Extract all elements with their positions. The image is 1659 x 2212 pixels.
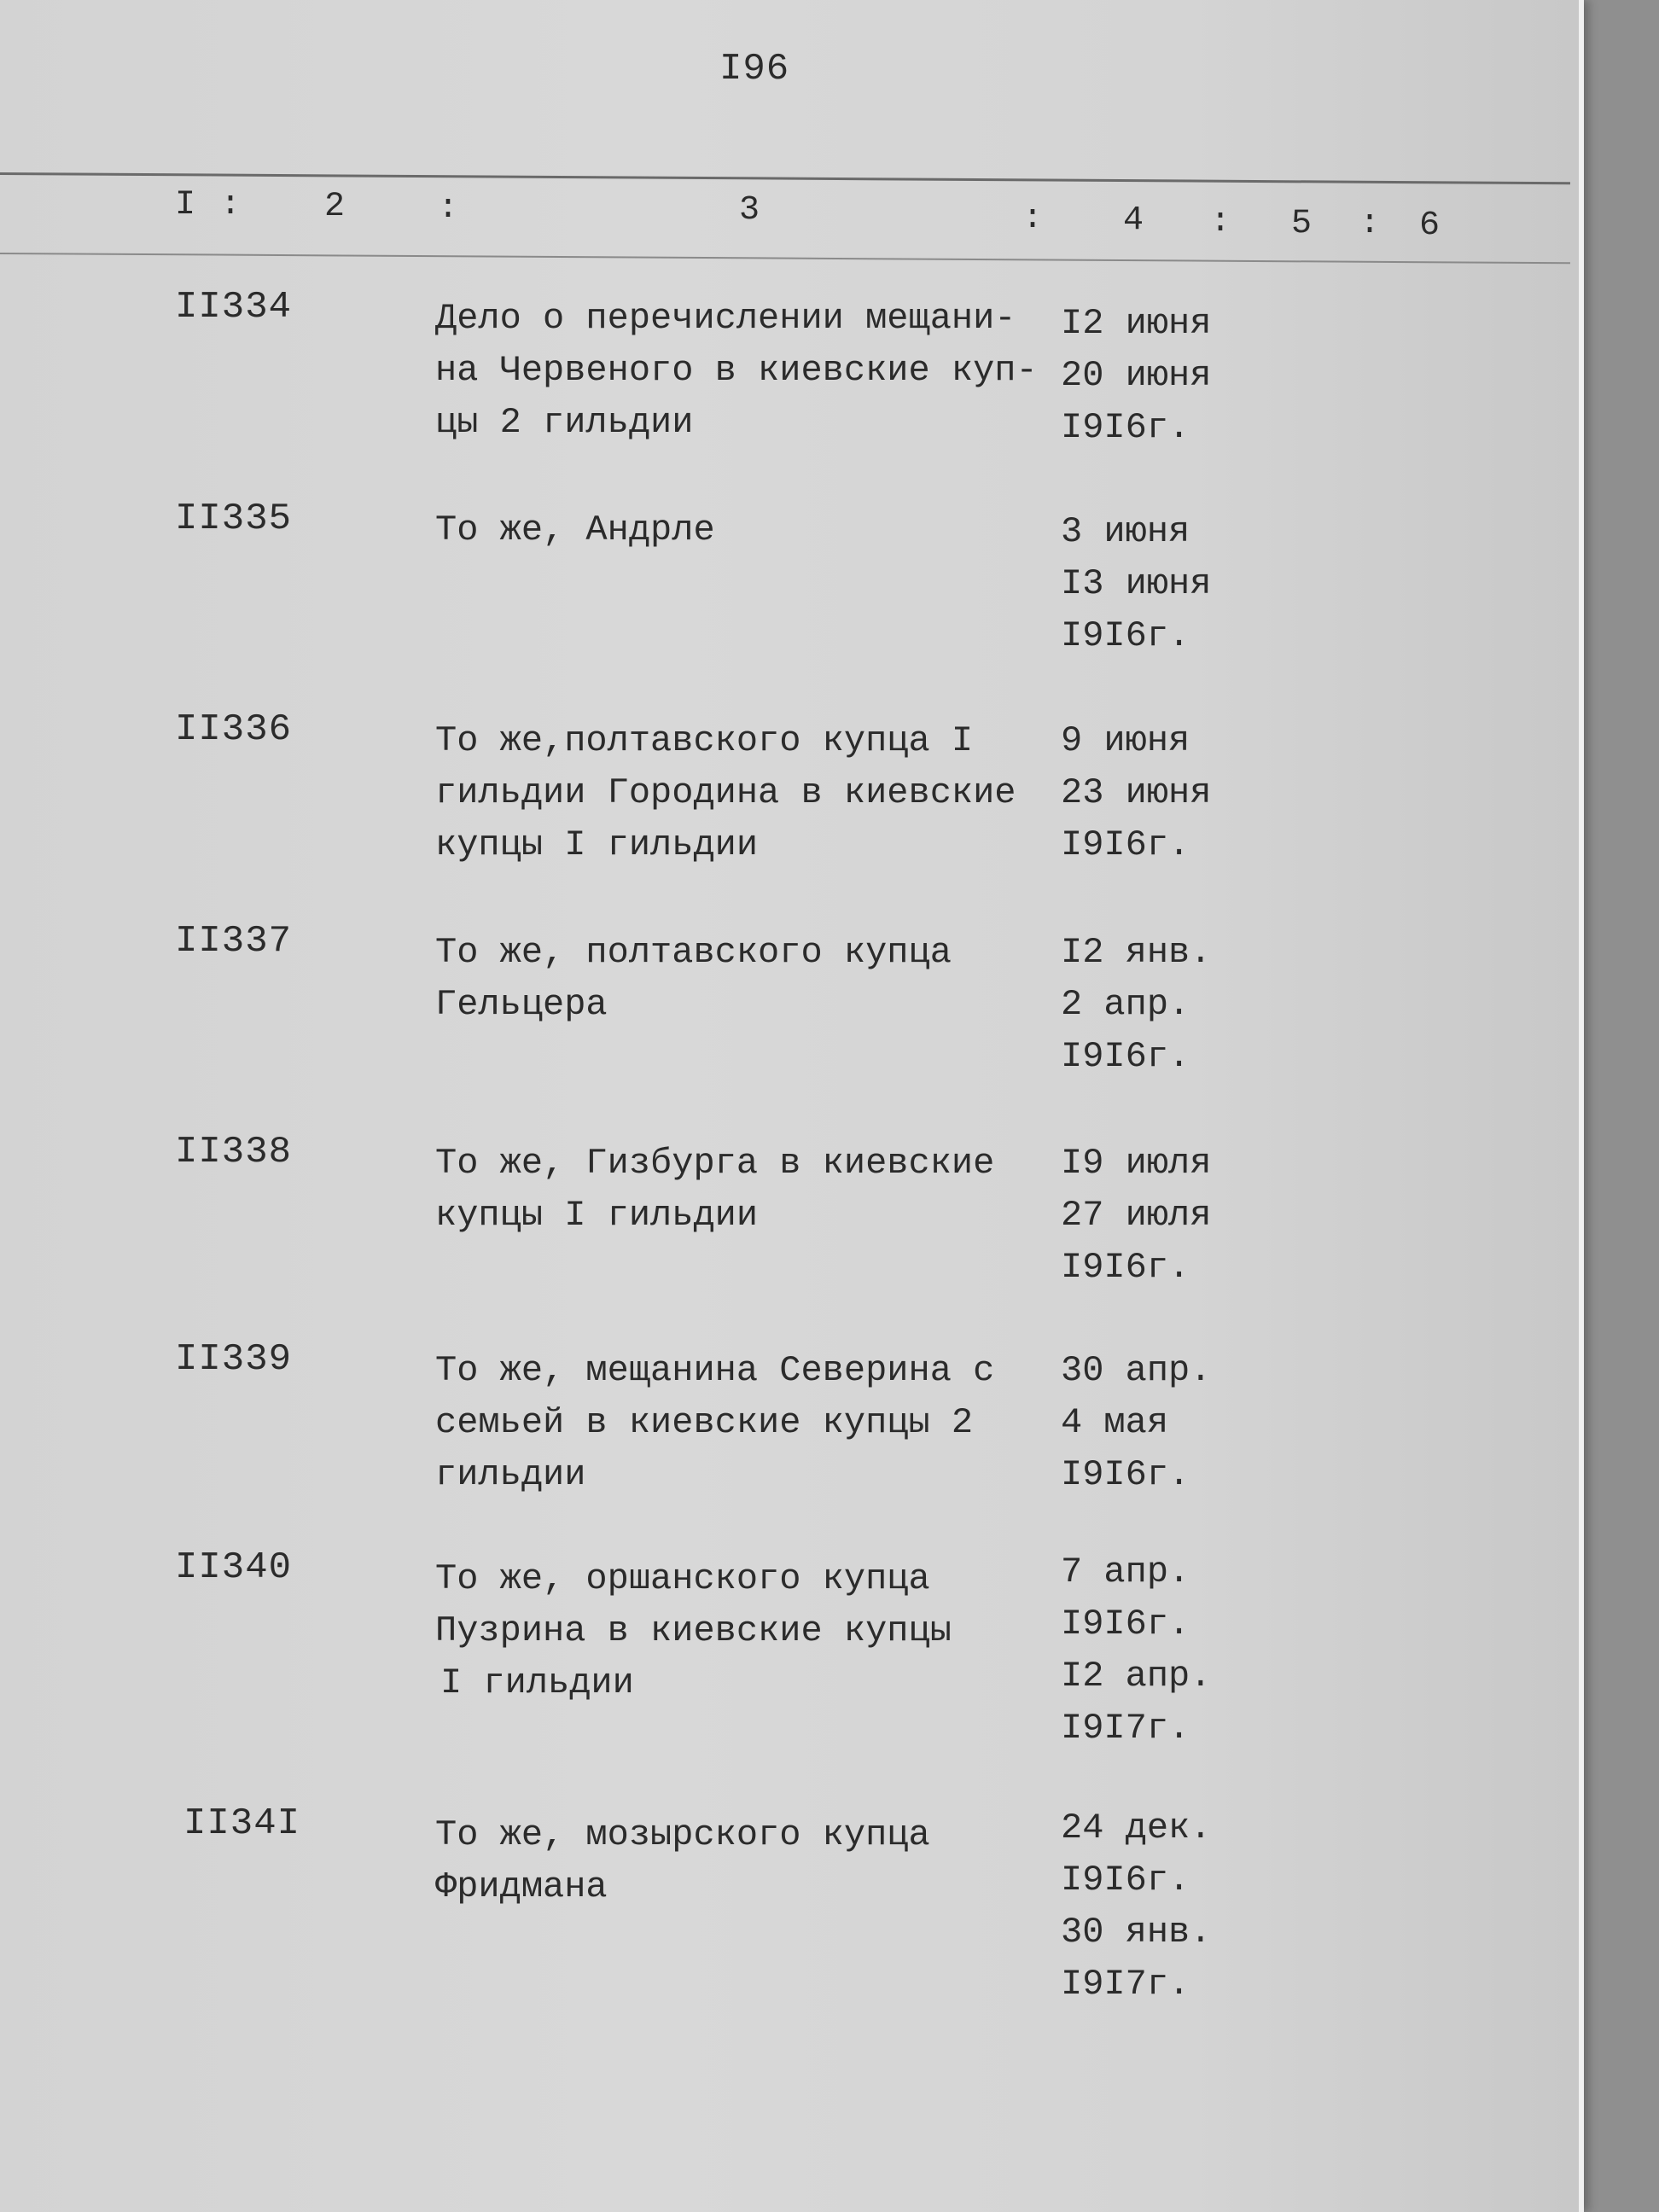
date-line: 30 янв.	[1061, 1912, 1212, 1953]
date-line: I9I6г.	[1061, 1860, 1190, 1901]
entry-title	[435, 293, 1050, 449]
date-line: 4 мая	[1061, 1402, 1169, 1443]
title-line: То же, мозырского купца	[435, 1814, 930, 1855]
title-line: на Червеного в киевские куп-	[435, 350, 1038, 391]
column-header-2: 2	[324, 188, 346, 226]
title-line: То же, оршанского купца	[435, 1558, 930, 1599]
date-line: I2 апр.	[1061, 1656, 1212, 1697]
column-header-6: 6	[1419, 207, 1441, 245]
column-header-1: I	[175, 186, 196, 224]
column-header-4: 4	[1123, 201, 1144, 240]
date-line: I3 июня	[1061, 563, 1212, 604]
title-line: семьей в киевские купцы 2	[435, 1402, 974, 1443]
entry-number: II334	[175, 286, 293, 329]
date-line: 27 июля	[1061, 1195, 1212, 1236]
entry-title	[435, 1553, 1050, 1709]
date-line: I9I7г.	[1061, 1708, 1190, 1749]
column-header-5: 5	[1291, 205, 1313, 243]
entry-dates	[1061, 506, 1211, 662]
date-line: I9I7г.	[1061, 1964, 1190, 2005]
title-line: Пузрина в киевские купцы	[435, 1610, 952, 1651]
title-line: То же, мещанина Северина с	[435, 1350, 995, 1391]
date-line: I9 июля	[1061, 1143, 1212, 1184]
column-separator: :	[1359, 205, 1381, 243]
title-line: цы 2 гильдии	[435, 402, 694, 443]
date-line: I9I6г.	[1061, 615, 1190, 656]
date-line: I9I6г.	[1061, 824, 1190, 865]
date-line: I9I6г.	[1061, 1454, 1190, 1495]
entry-dates	[1061, 715, 1211, 871]
entry-dates	[1061, 298, 1211, 454]
header-top-rule	[0, 172, 1570, 184]
title-line: Гельцера	[435, 984, 608, 1025]
entry-number: II335	[175, 498, 293, 540]
title-line: купцы I гильдии	[435, 1195, 759, 1236]
date-line: I2 янв.	[1061, 932, 1212, 973]
entry-title	[435, 1345, 1050, 1501]
date-line: 20 июня	[1061, 355, 1212, 396]
entry-number: II339	[175, 1338, 293, 1381]
column-header-3: 3	[739, 191, 760, 230]
date-line: 30 апр.	[1061, 1350, 1212, 1391]
title-line: То же, Андрле	[435, 509, 715, 550]
title-line: купцы I гильдии	[435, 824, 759, 865]
entry-title	[435, 1138, 1050, 1242]
date-line: 24 дек.	[1061, 1807, 1212, 1848]
title-line: То же, Гизбурга в киевские	[435, 1143, 995, 1184]
entry-number: II336	[175, 708, 293, 751]
entry-number: II34I	[183, 1802, 301, 1845]
column-separator: :	[1022, 200, 1044, 238]
title-line: I гильдии	[440, 1662, 634, 1703]
entry-title	[435, 927, 1050, 1031]
entry-number: II337	[175, 920, 293, 963]
date-line: I9I6г.	[1061, 1247, 1190, 1288]
title-line: гильдии	[435, 1454, 586, 1495]
entry-dates	[1061, 1345, 1211, 1501]
title-line: То же, полтавского купца	[435, 932, 952, 973]
entry-dates	[1061, 1138, 1211, 1294]
date-line: I9I6г.	[1061, 1604, 1190, 1644]
title-line: То же,полтавского купца I	[435, 720, 974, 761]
entry-dates	[1061, 1802, 1211, 2011]
entry-title	[435, 504, 1050, 556]
column-separator: :	[438, 189, 459, 228]
entry-title	[435, 1809, 1050, 1913]
title-line: гильдии Городина в киевские	[435, 772, 1016, 813]
entry-number: II340	[175, 1546, 293, 1589]
column-separator: :	[220, 186, 242, 224]
title-line: Дело о перечислении мещани-	[435, 298, 1016, 339]
date-line: 3 июня	[1061, 511, 1190, 552]
date-line: I2 июня	[1061, 303, 1212, 344]
entry-title	[435, 715, 1050, 871]
entry-number: II338	[175, 1131, 293, 1173]
date-line: 2 апр.	[1061, 984, 1190, 1025]
date-line: I9I6г.	[1061, 1036, 1190, 1077]
entry-dates	[1061, 927, 1211, 1083]
column-separator: :	[1210, 203, 1231, 242]
header-bottom-rule	[0, 253, 1570, 264]
date-line: 7 апр.	[1061, 1551, 1190, 1592]
entry-dates	[1061, 1546, 1211, 1755]
date-line: 23 июня	[1061, 772, 1212, 813]
date-line: I9I6г.	[1061, 407, 1190, 448]
date-line: 9 июня	[1061, 720, 1190, 761]
page-number: I96	[719, 48, 790, 90]
title-line: Фридмана	[435, 1866, 608, 1907]
